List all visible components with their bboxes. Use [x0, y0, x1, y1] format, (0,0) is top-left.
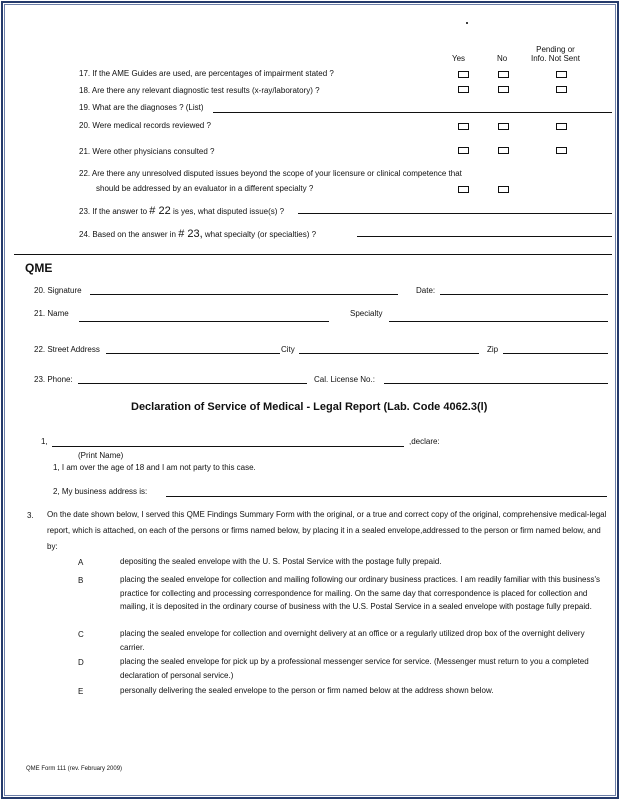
- q22-yes-checkbox[interactable]: [458, 186, 469, 193]
- q24-prefix: 24. Based on the answer in: [79, 230, 176, 239]
- option-b-text: placing the sealed envelope for collection and mailing following our ordinary business practices. I am readily familiar with this business's practice for collecting and processing correspondence for mailing. On the same day that correspondence is placed for collection and mailing, it is deposited in the ordinary course of business with the U.S. Postal Service in a sealed envelope with postage fully prepaid.: [120, 575, 600, 611]
- city-label: City: [281, 345, 295, 354]
- print-name-caption: (Print Name): [78, 451, 124, 460]
- date-label: Date:: [416, 286, 436, 295]
- license-field[interactable]: [384, 383, 608, 384]
- q17-yes-checkbox[interactable]: [458, 71, 469, 78]
- q24-suffix: what specialty (or specialties) ?: [204, 230, 317, 239]
- question-23: [79, 205, 284, 217]
- name-label: 21. Name: [34, 309, 69, 318]
- q17-no-checkbox[interactable]: [498, 71, 509, 78]
- specialty-label: Specialty: [350, 309, 383, 318]
- q18-yes-checkbox[interactable]: [458, 86, 469, 93]
- option-d-text: placing the sealed envelope for pick up by a professional messenger service for service. (Messenger must return to you a completed declaration of personal service.): [120, 657, 589, 680]
- city-field[interactable]: [299, 353, 479, 354]
- q18-no-checkbox[interactable]: [498, 86, 509, 93]
- license-label: Cal. License No.:: [314, 375, 375, 384]
- option-c-letter: C: [78, 630, 84, 639]
- question-22: 22. Are there any unresolved disputed issues beyond the scope of your licensure or clinical competence that: [79, 169, 462, 178]
- question-18: 18. Are there any relevant diagnostic test results (x-ray/laboratory) ?: [79, 86, 320, 95]
- form-footer: QME Form 111 (rev. February 2009): [26, 766, 123, 772]
- q17-pending-checkbox[interactable]: [556, 71, 567, 78]
- q20-yes-checkbox[interactable]: [458, 123, 469, 130]
- question-21: 21. Were other physicians consulted ?: [79, 147, 215, 156]
- business-address-field[interactable]: [166, 496, 607, 497]
- phone-label: 23. Phone:: [34, 375, 73, 384]
- street-label: 22. Street Address: [34, 345, 100, 354]
- date-field[interactable]: [440, 294, 608, 295]
- q21-no-checkbox[interactable]: [498, 147, 509, 154]
- name-field[interactable]: [79, 321, 329, 322]
- zip-field[interactable]: [503, 353, 608, 354]
- column-no: No: [497, 54, 508, 63]
- q19-answer-line[interactable]: [213, 112, 612, 113]
- q21-yes-checkbox[interactable]: [458, 147, 469, 154]
- column-pending: Pending or Info. Not Sent: [531, 45, 580, 63]
- declaration-title: Declaration of Service of Medical - Legal Report (Lab. Code 4062.3(l): [131, 401, 488, 413]
- question-19: 19. What are the diagnoses ? (List): [79, 103, 204, 112]
- declaration-item-2: 2, My business address is:: [53, 487, 148, 496]
- phone-field[interactable]: [78, 383, 307, 384]
- q23-prefix: 23. If the answer to: [79, 207, 148, 216]
- q24-answer-line[interactable]: [357, 236, 612, 237]
- question-22-cont: should be addressed by an evaluator in a different specialty ?: [96, 184, 314, 193]
- q20-no-checkbox[interactable]: [498, 123, 509, 130]
- declare-suffix: ,declare:: [409, 437, 440, 446]
- q20-pending-checkbox[interactable]: [556, 123, 567, 130]
- zip-label: Zip: [487, 345, 499, 354]
- option-e-text: personally delivering the sealed envelope to the person or firm named below at the address shown below.: [120, 686, 494, 695]
- declarant-name-field[interactable]: [52, 446, 404, 447]
- option-b-letter: B: [78, 576, 84, 585]
- question-20: 20. Were medical records reviewed ?: [79, 121, 211, 130]
- option-d-letter: D: [78, 658, 84, 667]
- column-yes: Yes: [452, 54, 466, 63]
- declaration-item-1: 1, I am over the age of 18 and I am not party to this case.: [53, 463, 256, 472]
- signature-label: 20. Signature: [34, 286, 82, 295]
- q21-pending-checkbox[interactable]: [556, 147, 567, 154]
- option-a-text: depositing the sealed envelope with the U. S. Postal Service with the postage fully prepaid.: [120, 557, 442, 566]
- declare-prefix: 1,: [41, 437, 48, 446]
- section-divider: [14, 254, 612, 255]
- specialty-field[interactable]: [389, 321, 608, 322]
- option-c-text: placing the sealed envelope for collection and overnight delivery at an office or a regularly utilized drop box of the overnight delivery carrier.: [120, 629, 585, 652]
- option-e-letter: E: [78, 687, 84, 696]
- q24-ref: # 23,: [178, 228, 203, 240]
- qme-heading: QME: [25, 261, 53, 275]
- q18-pending-checkbox[interactable]: [556, 86, 567, 93]
- q23-suffix: is yes, what disputed issue(s) ?: [172, 207, 285, 216]
- signature-field[interactable]: [90, 294, 398, 295]
- q23-answer-line[interactable]: [298, 213, 612, 214]
- stray-dot: [466, 22, 468, 24]
- street-field[interactable]: [106, 353, 280, 354]
- question-24: [79, 228, 316, 240]
- q22-no-checkbox[interactable]: [498, 186, 509, 193]
- option-a-letter: A: [78, 558, 84, 567]
- declaration-item-3-text: On the date shown below, I served this QME Findings Summary Form with the original, or a true and correct copy of the original, comprehensive medical-legal report, which is attached, on each of the persons or firms named below, by placing it in a sealed envelope,addressed to the person or firm named below, and by:: [47, 510, 607, 551]
- question-17: 17. If the AME Guides are used, are percentages of impairment stated ?: [79, 69, 334, 78]
- declaration-item-3-number: 3.: [27, 511, 34, 520]
- q23-ref: # 22: [149, 205, 171, 217]
